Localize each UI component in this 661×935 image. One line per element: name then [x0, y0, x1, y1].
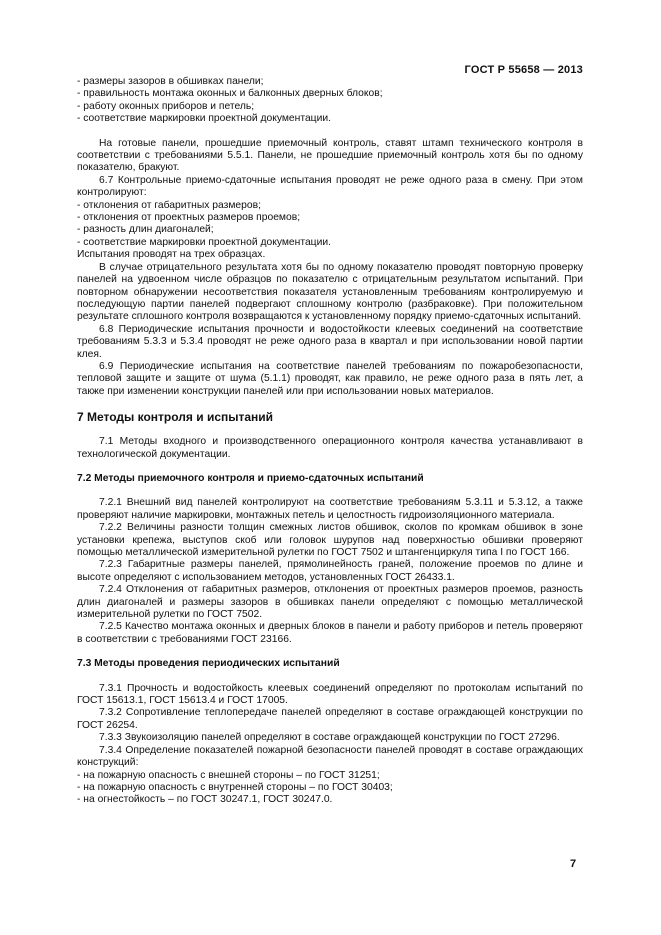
paragraph: На готовые панели, прошедшие приемочный контроль, ставят штамп технического контроля в соответствии с требованиями 5.5.1. Панели, не прошедшие приемочный контроль хотя бы по одному показателю, бракуют.: [77, 137, 583, 174]
paragraph: 7.2.4 Отклонения от габаритных размеров, отклонения от проектных размеров проемов, разность длин диагоналей и размеры зазоров в обшивках панели определяют с помощью металлической измерительной рулетки по ГОСТ 7502.: [77, 584, 583, 621]
section-heading: 7 Методы контроля и испытаний: [77, 410, 274, 425]
paragraph: 6.8 Периодические испытания прочности и водостойкости клеевых соединений на соответствие требованиям 5.3.3 и 5.3.4 проводят не реже одного раза в квартал и при использовании новой партии клея.: [77, 323, 583, 360]
paragraph: 7.3.3 Звукоизоляцию панелей определяют в составе ограждающей конструкции по ГОСТ 27296.: [99, 732, 560, 744]
paragraph: Испытания проводят на трех образцах.: [77, 249, 266, 261]
paragraph: 6.7 Контрольные приемо-сдаточные испытания проводят не реже одного раза в смену. При этом контролируют:: [77, 174, 583, 199]
paragraph: 7.3.2 Сопротивление теплопередаче панелей определяют в составе ограждающей конструкции по ГОСТ 26254.: [77, 707, 583, 731]
list-item: - работу оконных приборов и петель;: [77, 100, 255, 112]
paragraph: 7.1 Методы входного и производственного операционного контроля качества устанавливают в технологической документации.: [77, 436, 583, 460]
list-item: - правильность монтажа оконных и балконных дверных блоков;: [77, 88, 383, 100]
list-item: - отклонения от габаритных размеров;: [77, 199, 261, 211]
document-standard-id: ГОСТ Р 55658 — 2013: [464, 64, 583, 76]
subsection-heading: 7.2 Методы приемочного контроля и приемо-сдаточных испытаний: [77, 472, 424, 484]
list-item: - соответствие маркировки проектной документации.: [77, 113, 331, 125]
list-item: - соответствие маркировки проектной документации.: [77, 236, 331, 248]
list-item: - на пожарную опасность с внутренней стороны – по ГОСТ 30403;: [77, 781, 393, 793]
list-item: - разность длин диагоналей;: [77, 224, 214, 236]
paragraph: 7.2.2 Величины разности толщин смежных листов обшивок, сколов по кромкам обшивок в зоне установки крепежа, выступов скоб или головок шурупов над поверхностью обшивки проверяют помощью металлической измерительной рулетки по ГОСТ 7502 и штангенциркуля типа I по ГОСТ 166.: [77, 522, 583, 558]
list-item: - размеры зазоров в обшивках панели;: [77, 76, 264, 87]
list-item: - отклонения от проектных размеров проемов;: [77, 212, 301, 224]
paragraph: 7.3.4 Определение показателей пожарной безопасности панелей проводят в составе ограждающих конструкций:: [77, 744, 583, 769]
page-number: 7: [570, 858, 577, 870]
paragraph: 7.2.1 Внешний вид панелей контролируют на соответствие требованиям 5.3.11 и 5.3.12, а также проверяют наличие маркировки, монтажных петель и целостность гидроизоляционного материала.: [77, 497, 583, 521]
list-item: - на пожарную опасность с внешней стороны – по ГОСТ 31251;: [77, 769, 380, 781]
subsection-heading: 7.3 Методы проведения периодических испытаний: [77, 658, 340, 670]
paragraph: 7.3.1 Прочность и водостойкость клеевых соединений определяют по протоколам испытаний по ГОСТ 15613.1, ГОСТ 15613.4 и ГОСТ 17005.: [77, 682, 583, 707]
paragraph: 7.2.5 Качество монтажа оконных и дверных блоков в панели и работу приборов и петель проверяют в соответствии с требованиями ГОСТ 23166.: [77, 621, 583, 645]
document-body: [77, 76, 583, 807]
paragraph: 6.9 Периодические испытания на соответствие панелей требованиям по пожаробезопасности, тепловой защите и защите от шума (5.1.1) проводят, как правило, не реже одного раза в пять лет, а также при изменении конструкции панелей или при использовании новых материалов.: [77, 360, 583, 397]
list-item: - на огнестойкость – по ГОСТ 30247.1, ГОСТ 30247.0.: [77, 794, 333, 806]
paragraph: 7.2.3 Габаритные размеры панелей, прямолинейность граней, положение проемов по длине и высоте определяют с использованием методов, установленных ГОСТ 26433.1.: [77, 559, 583, 583]
paragraph: В случае отрицательного результата хотя бы по одному показателю проводят повторную проверку панелей на удвоенном числе образцов по показателю с отрицательным результатом испытаний. При повторном обнаружении несоответствия показателя установленным требованиям контролируемую и последующую партии панелей подвергают сплошному контролю (разбраковке). При положительном результате сплошного контроля возвращаются к установленному порядку приемо-сдаточных испытаний.: [77, 261, 583, 323]
